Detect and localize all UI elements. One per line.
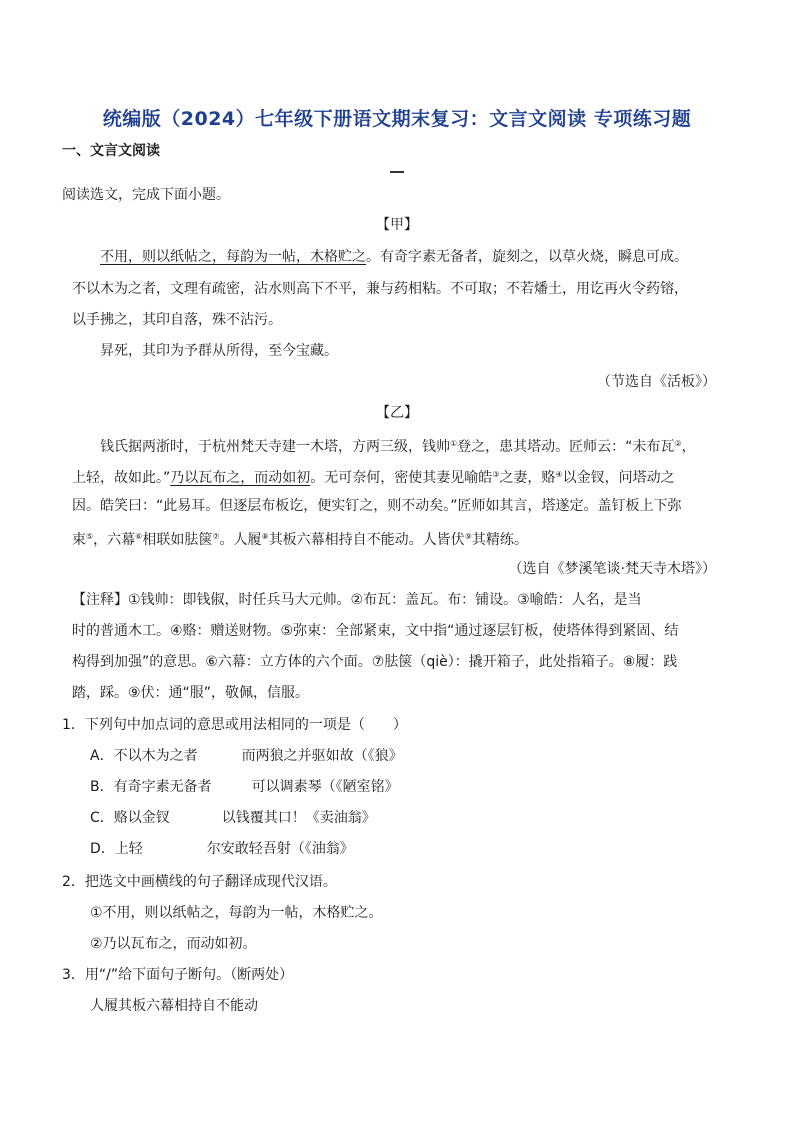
text-span: 登之，患其塔动。匠师云：“未布瓦: [457, 439, 675, 455]
passage-b-source: （选自《梦溪笔谈·梵天寺木塔》）: [508, 561, 716, 577]
passage-a-line-3: 以手拂之，其印自落，殊不沾污。: [72, 312, 282, 328]
text-span: 之妻，赂: [499, 470, 556, 486]
text-span: 。无可奈何，密使其妻见喻皓: [310, 470, 493, 486]
note-ref-5: ⑤: [86, 532, 94, 541]
text-span: 相联如胠箧: [142, 532, 213, 548]
passage-b-label: 【乙】: [376, 405, 418, 421]
text-span: 钱氏据两浙时，于杭州梵天寺建一木塔，方两三级，钱帅: [100, 439, 450, 455]
passage-a-line-2: 不以木为之者，文理有疏密，沾水则高下不平，兼与药相粘。不可取；不若燔土，用讫再火令药镕，: [72, 281, 688, 297]
notes-line-4: 踏，踩。⑨伏：通“服”，敬佩，信服。: [72, 685, 310, 701]
note-ref-8: ⑧: [261, 532, 269, 541]
passage-b-line-3: 因。皓笑曰：“此易耳。但逐层布板讫，便实钉之，则不动矣。”匠师如其言，塔遂定。盖钉板上下弥: [72, 498, 682, 514]
sub-number-mark: [390, 171, 404, 173]
notes-line-2: 时的普通木工。④赂：赠送财物。⑤弥束：全部紧束，文中指“通过逐层钉板，使塔体得到紧固、结: [72, 623, 679, 639]
option-comparison: 以钱覆其口！《卖油翁》: [221, 810, 376, 826]
text-span: 束: [72, 532, 86, 548]
question-1-stem: 1．下列句中加点词的意思或用法相同的一项是（ ）: [62, 717, 407, 733]
question-2-item-1: ①不用，则以纸帖之，每韵为一帖，木格贮之。: [90, 905, 383, 921]
question-3-sentence: 人履其板六幕相持自不能动: [90, 998, 258, 1014]
text-span: ，六幕: [93, 532, 136, 548]
notes-line-3: 构得到加强”的意思。⑥六幕：立方体的六个面。⑦胠箧（qiè）：撬开箱子，此处指箱子。⑧履：践: [72, 654, 678, 670]
option-text: A．不以木为之者: [90, 748, 198, 764]
question-3-stem: 3．用“/”给下面句子断句。（断两处）: [62, 967, 294, 983]
passage-a-line-1-rest: 。有奇字素无备者，旋刻之，以草火烧，瞬息可成。: [366, 249, 688, 265]
q1-option-a[interactable]: [90, 747, 403, 765]
note-ref-4: ④: [555, 470, 563, 479]
text-span: 上轻，故如此。”: [72, 470, 171, 486]
notes-line-1: 【注释】①钱帅：即钱俶，时任兵马大元帅。②布瓦：盖瓦。布：铺设。③喻皓：人名，是当: [72, 592, 642, 608]
underlined-sentence-1: 不用，则以纸帖之，每韵为一帖，木格贮之: [100, 249, 366, 265]
option-comparison: 可以调素琴（《陋室铭》: [251, 779, 399, 795]
question-2-stem: 2．把选文中画横线的句子翻译成现代汉语。: [62, 874, 337, 890]
passage-b-line-2: [72, 466, 675, 487]
option-text: D．上轻: [90, 841, 143, 857]
text-span: 其精练。: [471, 532, 528, 548]
question-2-item-2: ②乃以瓦布之，而动如初。: [90, 936, 257, 952]
underlined-sentence-2: 乃以瓦布之，而动如初: [170, 470, 311, 486]
passage-a-label: 【甲】: [376, 217, 418, 233]
option-comparison: 尔安敢轻吾射（《油翁》: [206, 841, 354, 857]
note-ref-6: ⑥: [135, 532, 143, 541]
note-ref-2: ②: [674, 439, 682, 448]
passage-a-line-1: [100, 248, 688, 266]
option-comparison: 而两狼之并驱如故（《狼》: [241, 748, 403, 764]
passage-a-line-4: 昇死，其印为予群从所得，至今宝藏。: [100, 343, 338, 359]
q1-option-b[interactable]: [90, 778, 399, 796]
text-span: ，: [681, 439, 696, 455]
note-ref-9: ⑨: [464, 532, 472, 541]
note-ref-1: ①: [450, 439, 458, 448]
section-heading: 一、文言文阅读: [62, 143, 160, 159]
passage-a-source: （节选自《活板》）: [597, 374, 716, 390]
note-ref-3: ③: [492, 470, 500, 479]
passage-b-line-4: [72, 528, 528, 549]
option-text: B．有奇字素无备者: [90, 779, 212, 795]
instruction: 阅读选文，完成下面小题。: [62, 187, 230, 203]
q1-option-c[interactable]: [90, 809, 376, 827]
passage-b-line-1: [100, 435, 696, 456]
text-span: 以金钗，问塔动之: [562, 470, 675, 486]
q1-option-d[interactable]: [90, 840, 354, 858]
option-text: C．赂以金钗: [90, 810, 170, 826]
text-span: 。人履: [219, 532, 262, 548]
note-ref-7: ⑦: [212, 532, 220, 541]
page-title: 统编版（2024）七年级下册语文期末复习：文言文阅读 专项练习题: [102, 108, 692, 130]
text-span: 其板六幕相持自不能动。人皆伏: [268, 532, 465, 548]
